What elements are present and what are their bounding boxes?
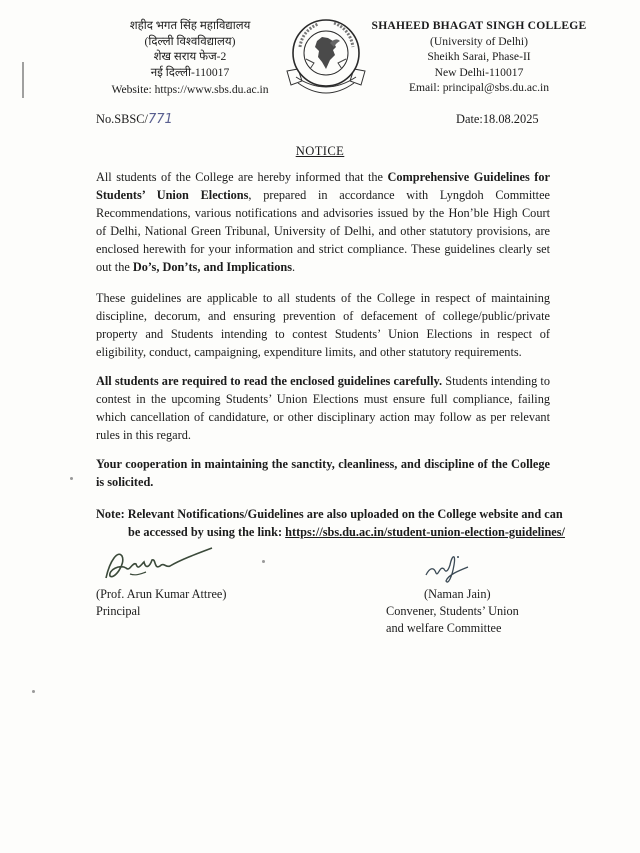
convener-signatory [386, 586, 519, 637]
bold-text-run: Your cooperation in maintaining the sanctity, cleanliness, and discipline of the College is solicited. [96, 457, 550, 489]
reference-label: No.SBSC/ [96, 112, 148, 126]
university-english: (University of Delhi) [430, 34, 528, 48]
note-line-1: Note: Relevant Notifications/Guidelines are also uploaded on the College website and can [96, 507, 563, 521]
convener-name: (Naman Jain) [424, 587, 491, 601]
text-run: These guidelines are applicable to all students of the College in respect of maintaining discipline, decorum, and ensuring prevention of defacement of college/public/private property and Students intending to contest Students’ Union Elections in respect of eligibility, conduct, campaigning, expenditure limits, and other statutory requirements. [96, 291, 550, 359]
bold-text-run: All students are required to read the enclosed guidelines carefully. [96, 374, 443, 388]
paragraph-2 [96, 289, 550, 361]
note-line-2-text: be accessed by using the link: [128, 525, 286, 539]
paragraph-1 [96, 168, 550, 276]
scan-speck [70, 477, 73, 480]
scan-speck [262, 560, 265, 563]
college-name-hindi: शहीद भगत सिंह महाविद्यालय [129, 19, 251, 32]
college-name-english: SHAHEED BHAGAT SINGH COLLEGE [371, 19, 587, 32]
convener-designation-1: Convener, Students’ Union [386, 604, 519, 618]
city-english: New Delhi-110017 [434, 65, 524, 79]
header-english-block [370, 18, 588, 96]
convener-designation-2: and welfare Committee [386, 621, 502, 635]
scan-speck [32, 690, 35, 693]
header-hindi-block [96, 18, 284, 98]
text-run: Students intending to contest in the upcoming Students’ Union Elections must ensure full compliance, failing which cancellation of candidature, or other disciplinary action may follow as per relevant rules in this regard. [96, 374, 550, 442]
university-hindi: (दिल्ली विश्वविद्यालय) [144, 34, 236, 48]
guidelines-link[interactable]: https://sbs.du.ac.in/student-union-election-guidelines/ [285, 525, 565, 539]
website-text: Website: https://www.sbs.du.ac.in [111, 83, 269, 96]
principal-signature-icon [100, 540, 220, 590]
principal-name: (Prof. Arun Kumar Attree) [96, 587, 227, 601]
paragraph-3 [96, 372, 550, 444]
address-hindi: शेख सराय फेज-2 [153, 50, 227, 63]
notice-title: NOTICE [295, 144, 345, 158]
address-english: Sheikh Sarai, Phase-II [427, 50, 531, 63]
bold-text-run: Do’s, Don’ts, and Implications [132, 260, 292, 274]
bold-text-run: Comprehensive Guidelines for Students’ Union Elections [96, 170, 550, 202]
reference-number [96, 112, 173, 127]
note-block [96, 505, 566, 541]
text-run: , prepared in accordance with Lyngdoh Committee Recommendations, various notifications and advisories issued by the Hon’ble High Court of Delhi, National Green Tribunal, University of Delhi, and other statutory provisions, are enclosed herewith for your information and strict compliance. These guidelines clearly set out the [96, 188, 550, 274]
text-run: . [291, 260, 296, 274]
principal-designation: Principal [96, 604, 141, 618]
text-run: All students of the College are hereby informed that the [96, 170, 388, 184]
note-line-2 [96, 523, 566, 541]
email-text: Email: principal@sbs.du.ac.in [408, 81, 550, 94]
convener-signature-icon [418, 545, 478, 590]
scan-margin-mark [22, 62, 24, 98]
notice-date: Date:18.08.2025 [456, 112, 539, 126]
principal-signatory [96, 586, 226, 620]
college-emblem-icon [284, 17, 368, 97]
city-hindi: नई दिल्ली-110017 [150, 65, 230, 79]
reference-handwritten-number: 771 [148, 112, 173, 127]
paragraph-4 [96, 455, 550, 491]
